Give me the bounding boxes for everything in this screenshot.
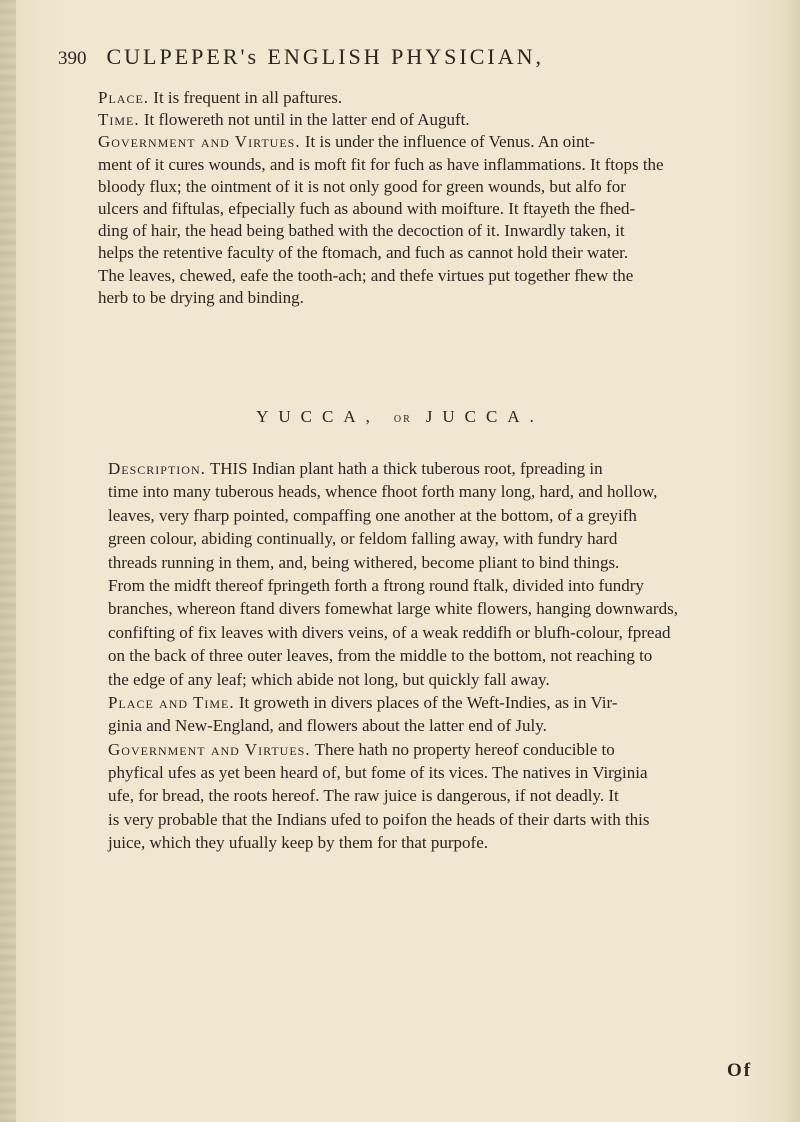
- section-previous-herb: [98, 87, 778, 309]
- government-label: Government and Virtues.: [108, 739, 311, 759]
- text-line: on the back of three outer leaves, from the middle to the bottom, not reaching to: [108, 646, 653, 666]
- running-header: [58, 44, 778, 84]
- time-label: Time.: [98, 110, 140, 130]
- text-line: phyfical ufes as yet been heard of, but fome of its vices. The natives in Virginia: [108, 763, 648, 783]
- text-line: time into many tuberous heads, whence fhoot forth many long, hard, and hollow,: [108, 482, 658, 502]
- text-line: threads running in them, and, being withered, become pliant to bind things.: [108, 552, 620, 572]
- herb-heading: [0, 407, 800, 427]
- text-line: bloody flux; the ointment of it is not only good for green wounds, but alfo for: [98, 176, 626, 196]
- catchword: Of: [727, 1060, 753, 1081]
- place-text: It is frequent in all paftures.: [153, 88, 343, 107]
- time-text: It flowereth not until in the latter end of Auguft.: [143, 110, 470, 130]
- description-label: Description.: [108, 459, 206, 478]
- text-line: juice, which they ufually keep by them for that purpofe.: [108, 833, 489, 853]
- text-line: leaves, very fharp pointed, compaffing one another at the bottom, of a greyifh: [108, 505, 637, 525]
- place-time-label: Place and Time.: [108, 692, 235, 712]
- text-line: ment of it cures wounds, and is moft fit for fuch as have inflammations. It ftops the: [98, 154, 664, 174]
- text-line: THIS Indian plant hath a thick tuberous root, fpreading in: [209, 459, 603, 478]
- text-line: is very probable that the Indians ufed to poifon the heads of their darts with this: [108, 809, 650, 829]
- page-number: 390: [58, 48, 87, 69]
- text-line: herb to be drying and binding.: [98, 287, 304, 307]
- heading-name-yucca: YUCCA,: [256, 407, 380, 426]
- text-line: From the midft thereof fpringeth forth a ftrong round ftalk, divided into fundry: [108, 575, 644, 595]
- government-entry-line: [98, 131, 778, 153]
- heading-or: or: [393, 411, 412, 426]
- text-line: ufe, for bread, the roots hereof. The raw juice is dangerous, if not deadly. It: [108, 786, 619, 806]
- text-line: ginia and New-England, and flowers about the latter end of July.: [108, 716, 547, 736]
- text-line: the edge of any leaf; which abide not long, but quickly fall away.: [108, 669, 550, 689]
- place-label: Place.: [98, 88, 150, 107]
- page-binding-edge: [0, 0, 16, 1122]
- place-entry: [98, 87, 778, 109]
- text-line: branches, whereon ftand divers fomewhat large white flowers, hanging downwards,: [108, 599, 678, 619]
- text-line: helps the retentive faculty of the ftomach, and fuch as cannot hold their water.: [98, 243, 629, 263]
- text-line: The leaves, chewed, eafe the tooth-ach; and thefe virtues put together fhew the: [98, 265, 634, 285]
- time-entry: [98, 109, 778, 131]
- text-line: ding of hair, the head being bathed with the decoction of it. Inwardly taken, it: [98, 221, 625, 241]
- heading-name-jucca: JUCCA.: [425, 407, 544, 426]
- text-line: green colour, abiding continually, or feldom falling away, with fundry hard: [108, 529, 618, 549]
- place-time-entry-line: [108, 691, 778, 714]
- running-title: CULPEPER's ENGLISH PHYSICIAN,: [106, 44, 544, 69]
- text-line: confifting of fix leaves with divers veins, of a weak reddifh or blufh-colour, fpread: [108, 622, 671, 642]
- description-entry-line: [108, 457, 778, 480]
- text-line: ulcers and fiftulas, efpecially fuch as abound with moifture. It ftayeth the fhed-: [98, 198, 636, 218]
- government-entry-line: [108, 738, 778, 761]
- section-yucca: [108, 457, 778, 855]
- text-line: It is under the influence of Venus. An oint-: [304, 132, 595, 152]
- text-line: It groweth in divers places of the Weft-Indies, as in Vir-: [238, 692, 618, 712]
- text-line: There hath no property hereof conducible to: [314, 739, 615, 759]
- government-label: Government and Virtues.: [98, 132, 301, 152]
